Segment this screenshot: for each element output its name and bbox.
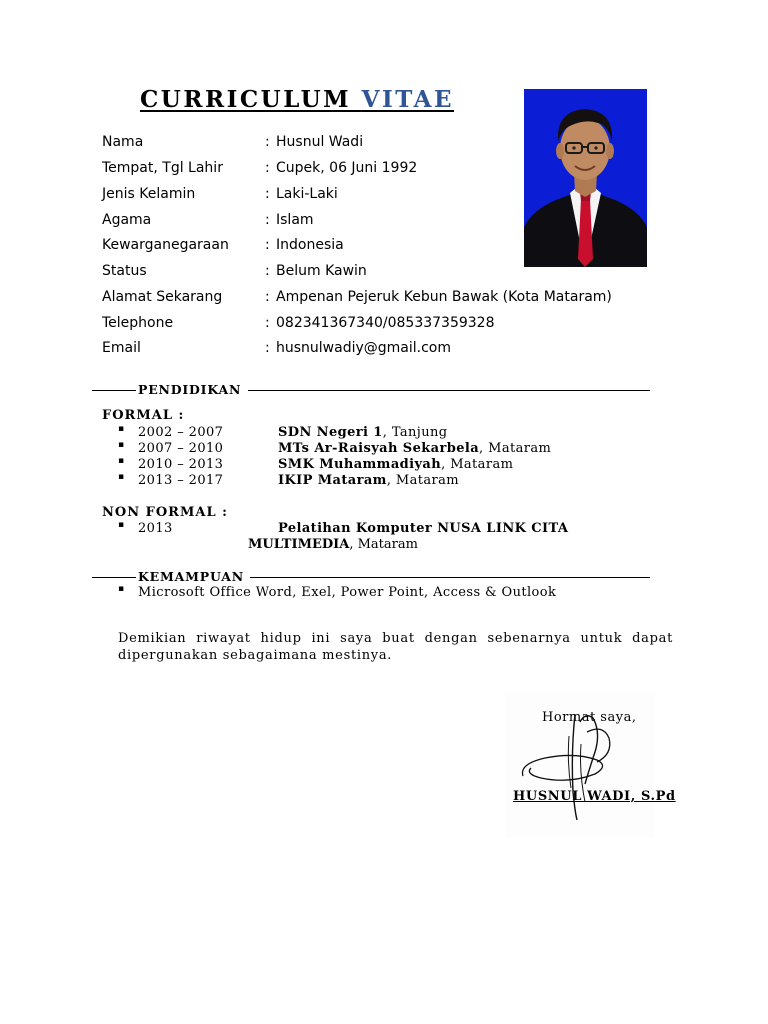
edu-school <box>278 457 513 472</box>
section-pendidikan <box>92 382 650 398</box>
edu-years: 2007 – 2010 <box>138 441 224 456</box>
info-label: Jenis Kelamin <box>102 186 196 202</box>
signature-greeting: Hormat saya, <box>542 710 637 725</box>
info-value: Islam <box>276 212 314 228</box>
info-colon: : <box>265 212 270 228</box>
bullet: ▪ <box>118 440 125 450</box>
info-colon: : <box>265 134 270 150</box>
info-colon: : <box>265 237 270 253</box>
info-value: Husnul Wadi <box>276 134 364 150</box>
divider <box>248 390 650 391</box>
info-label: Agama <box>102 212 152 228</box>
edu-years: 2002 – 2007 <box>138 425 224 440</box>
bullet: ▪ <box>118 520 125 530</box>
bullet: ▪ <box>118 472 125 482</box>
school-name: SMK Muhammadiyah <box>278 457 442 472</box>
closing-statement: Demikian riwayat hidup ini saya buat dengan sebenarnya untuk dapat dipergunakan sebagaimana mestinya. <box>118 631 673 663</box>
edu-school <box>278 473 459 488</box>
divider <box>92 390 136 391</box>
info-colon: : <box>265 315 270 331</box>
school-name: Pelatihan Komputer NUSA LINK CITA <box>278 521 569 536</box>
profile-photo <box>524 89 647 267</box>
school-place: , Tanjung <box>382 425 448 440</box>
school-place: , Mataram <box>479 441 552 456</box>
info-value: Belum Kawin <box>276 263 367 279</box>
list-item-continuation <box>248 537 418 552</box>
school-name: SDN Negeri 1 <box>278 425 383 440</box>
info-value: Indonesia <box>276 237 344 253</box>
edu-years: 2013 <box>138 521 173 536</box>
info-colon: : <box>265 186 270 202</box>
school-place: , Mataram <box>349 537 418 552</box>
divider <box>92 577 136 578</box>
info-label: Email <box>102 340 141 356</box>
title-part-2: VITAE <box>361 86 454 113</box>
edu-years: 2013 – 2017 <box>138 473 224 488</box>
formal-label: FORMAL : <box>102 408 185 423</box>
edu-years: 2010 – 2013 <box>138 457 224 472</box>
info-colon: : <box>265 263 270 279</box>
section-kemampuan <box>92 569 650 585</box>
signer-name: HUSNUL WADI, S.Pd <box>513 789 676 804</box>
info-label: Tempat, Tgl Lahir <box>102 160 223 176</box>
nonformal-label: NON FORMAL : <box>102 505 228 520</box>
section-title: KEMAMPUAN <box>138 569 245 584</box>
bullet: ▪ <box>118 424 125 434</box>
info-value: Ampenan Pejeruk Kebun Bawak (Kota Mataram) <box>276 289 612 305</box>
title-part-1: CURRICULUM <box>140 86 362 113</box>
section-title: PENDIDIKAN <box>138 382 242 397</box>
school-name: MTs Ar-Raisyah Sekarbela <box>278 441 480 456</box>
info-colon: : <box>265 340 270 356</box>
page-title <box>140 86 454 113</box>
info-label: Alamat Sekarang <box>102 289 223 305</box>
info-colon: : <box>265 289 270 305</box>
bullet: ▪ <box>118 584 125 594</box>
school-name: IKIP Mataram <box>278 473 387 488</box>
edu-school <box>278 441 551 456</box>
info-value: 082341367340/085337359328 <box>276 315 495 331</box>
skill-text: Microsoft Office Word, Exel, Power Point, Access & Outlook <box>138 585 557 600</box>
school-name: MULTIMEDIA <box>248 537 350 552</box>
info-value: Cupek, 06 Juni 1992 <box>276 160 418 176</box>
school-place: , Mataram <box>441 457 514 472</box>
bullet: ▪ <box>118 456 125 466</box>
info-value: husnulwadiy@gmail.com <box>276 340 451 356</box>
info-label: Status <box>102 263 147 279</box>
info-label: Nama <box>102 134 144 150</box>
edu-school <box>278 425 448 440</box>
info-label: Kewarganegaraan <box>102 237 229 253</box>
divider <box>250 577 650 578</box>
school-place: , Mataram <box>386 473 460 488</box>
info-label: Telephone <box>102 315 174 331</box>
info-colon: : <box>265 160 270 176</box>
info-value: Laki-Laki <box>276 186 338 202</box>
